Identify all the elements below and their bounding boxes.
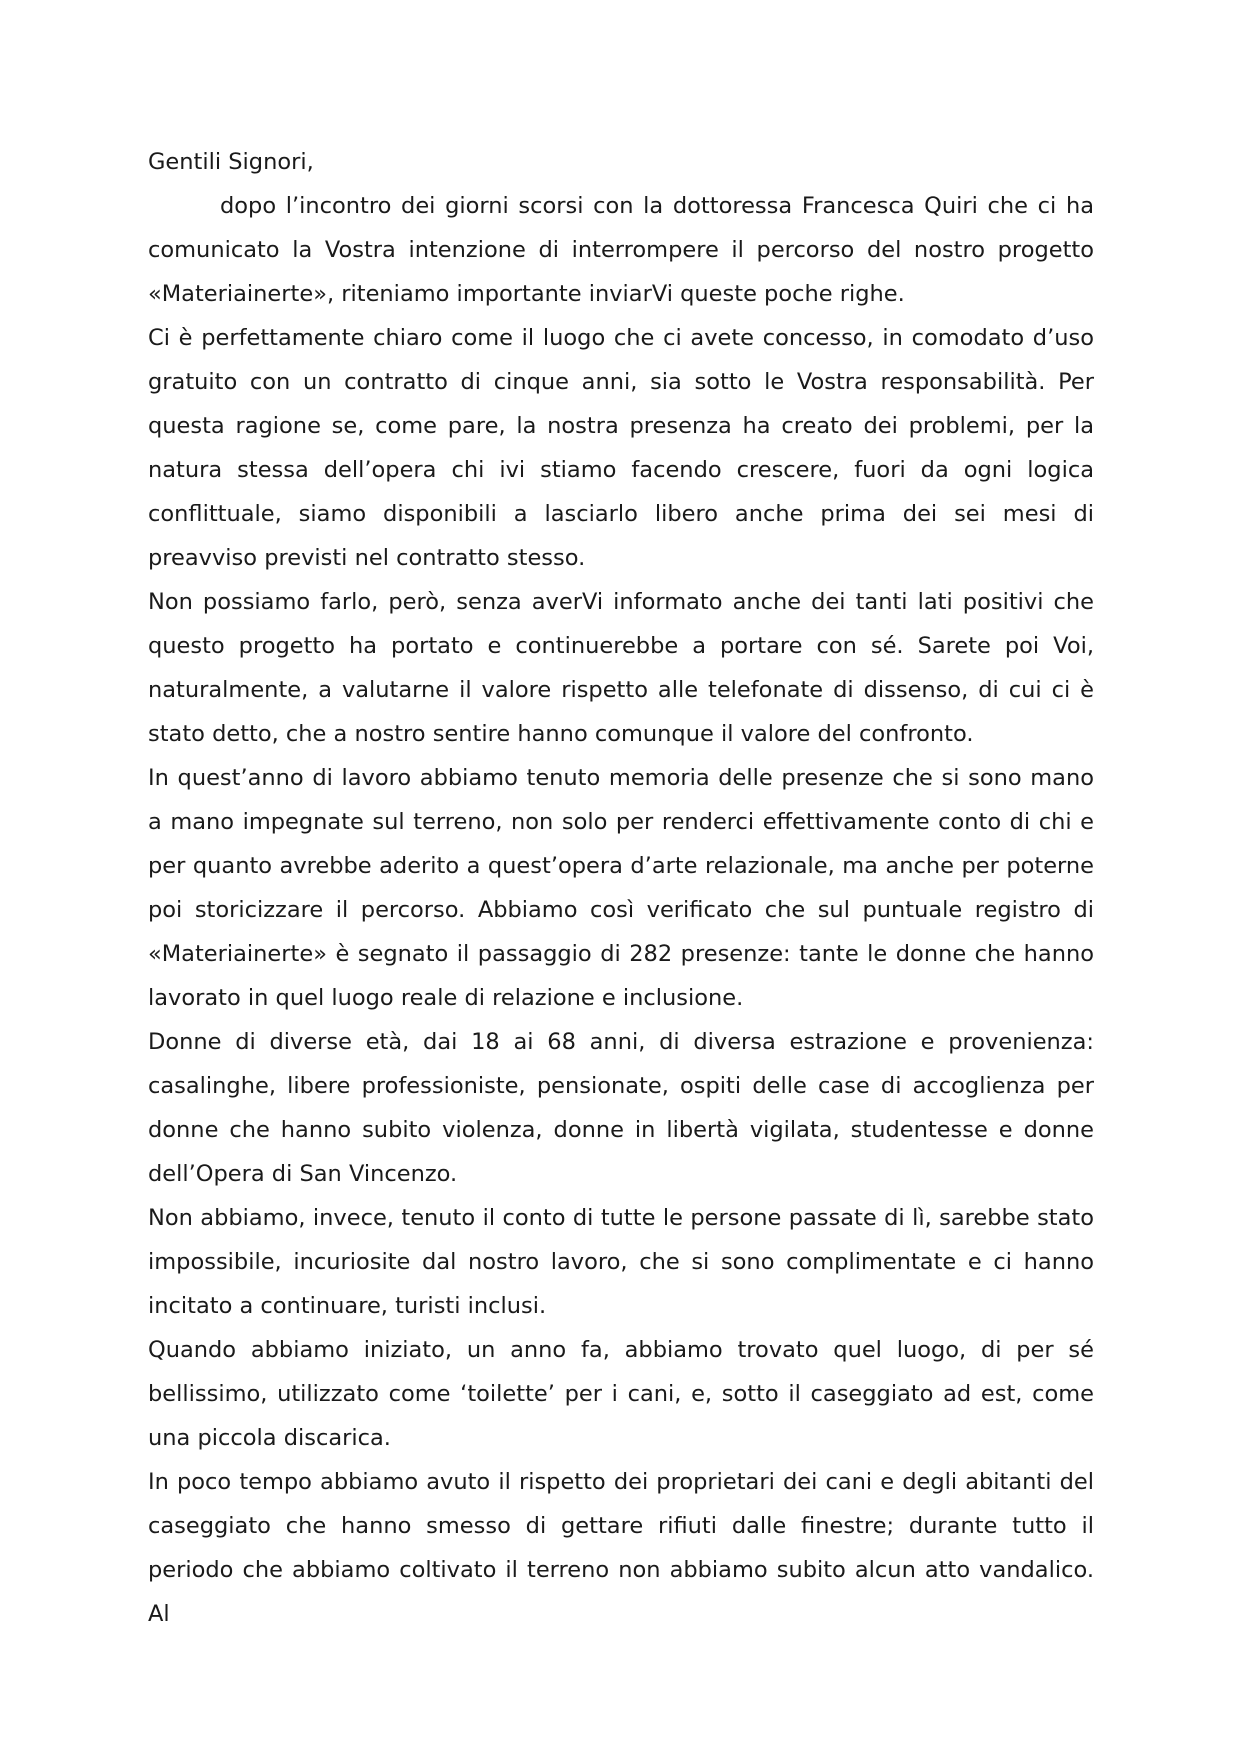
paragraph-responsibility: Ci è perfettamente chiaro come il luogo che ci avete concesso, in comodato d’uso gratuito con un contratto di cinque anni, sia sotto le Vostra responsabilità. Per questa ragione se, come pare, la nostra presenza ha creato dei problemi, per la natura stessa dell’opera chi ivi stiamo facendo crescere, fuori da ogni logica conflittuale, siamo disponibili a lasciarlo libero anche prima dei sei mesi di preavviso previsti nel contratto stesso. [148, 325, 1094, 571]
paragraph-intro: dopo l’incontro dei giorni scorsi con la dottoressa Francesca Quiri che ci ha comunicato la Vostra intenzione di interrompere il percorso del nostro progetto «Materiainerte», riteniamo importante inviarVi queste poche righe. [148, 193, 1094, 307]
paragraph-initial-state: Quando abbiamo iniziato, un anno fa, abbiamo trovato quel luogo, di per sé bellissimo, utilizzato come ‘toilette’ per i cani, e, sotto il caseggiato ad est, come una piccola discarica. [148, 1337, 1094, 1451]
paragraph-participants: Donne di diverse età, dai 18 ai 68 anni, di diversa estrazione e provenienza: casalinghe, libere professioniste, pensionate, ospiti delle case di accoglienza per donne che hanno subito violenza, donne in libertà vigilata, studentesse e donne dell’Opera di San Vincenzo. [148, 1029, 1094, 1187]
paragraph-attendance-record: In quest’anno di lavoro abbiamo tenuto memoria delle presenze che si sono mano a mano impegnate sul terreno, non solo per renderci effettivamente conto di chi e per quanto avrebbe aderito a quest’opera d’arte relazionale, ma anche per poterne poi storicizzare il percorso. Abbiamo così verificato che sul puntuale registro di «Materiainerte» è segnato il passaggio di 282 presenze: tante le donne che hanno lavorato in quel luogo reale di relazione e inclusione. [148, 765, 1094, 1011]
salutation: Gentili Signori, [148, 149, 314, 175]
letter-page [148, 140, 1094, 1636]
paragraph-visitors: Non abbiamo, invece, tenuto il conto di tutte le persone passate di lì, sarebbe stato impossibile, incuriosite dal nostro lavoro, che si sono complimentate e ci hanno incitato a continuare, turisti inclusi. [148, 1205, 1094, 1319]
paragraph-respect: In poco tempo abbiamo avuto il rispetto dei proprietari dei cani e degli abitanti del caseggiato che hanno smesso di gettare rifiuti dalle finestre; durante tutto il periodo che abbiamo coltivato il terreno non abbiamo subito alcun atto vandalico. Al [148, 1469, 1094, 1627]
paragraph-positive-aspects: Non possiamo farlo, però, senza averVi informato anche dei tanti lati positivi che questo progetto ha portato e continuerebbe a portare con sé. Sarete poi Voi, naturalmente, a valutarne il valore rispetto alle telefonate di dissenso, di cui ci è stato detto, che a nostro sentire hanno comunque il valore del confronto. [148, 589, 1094, 747]
